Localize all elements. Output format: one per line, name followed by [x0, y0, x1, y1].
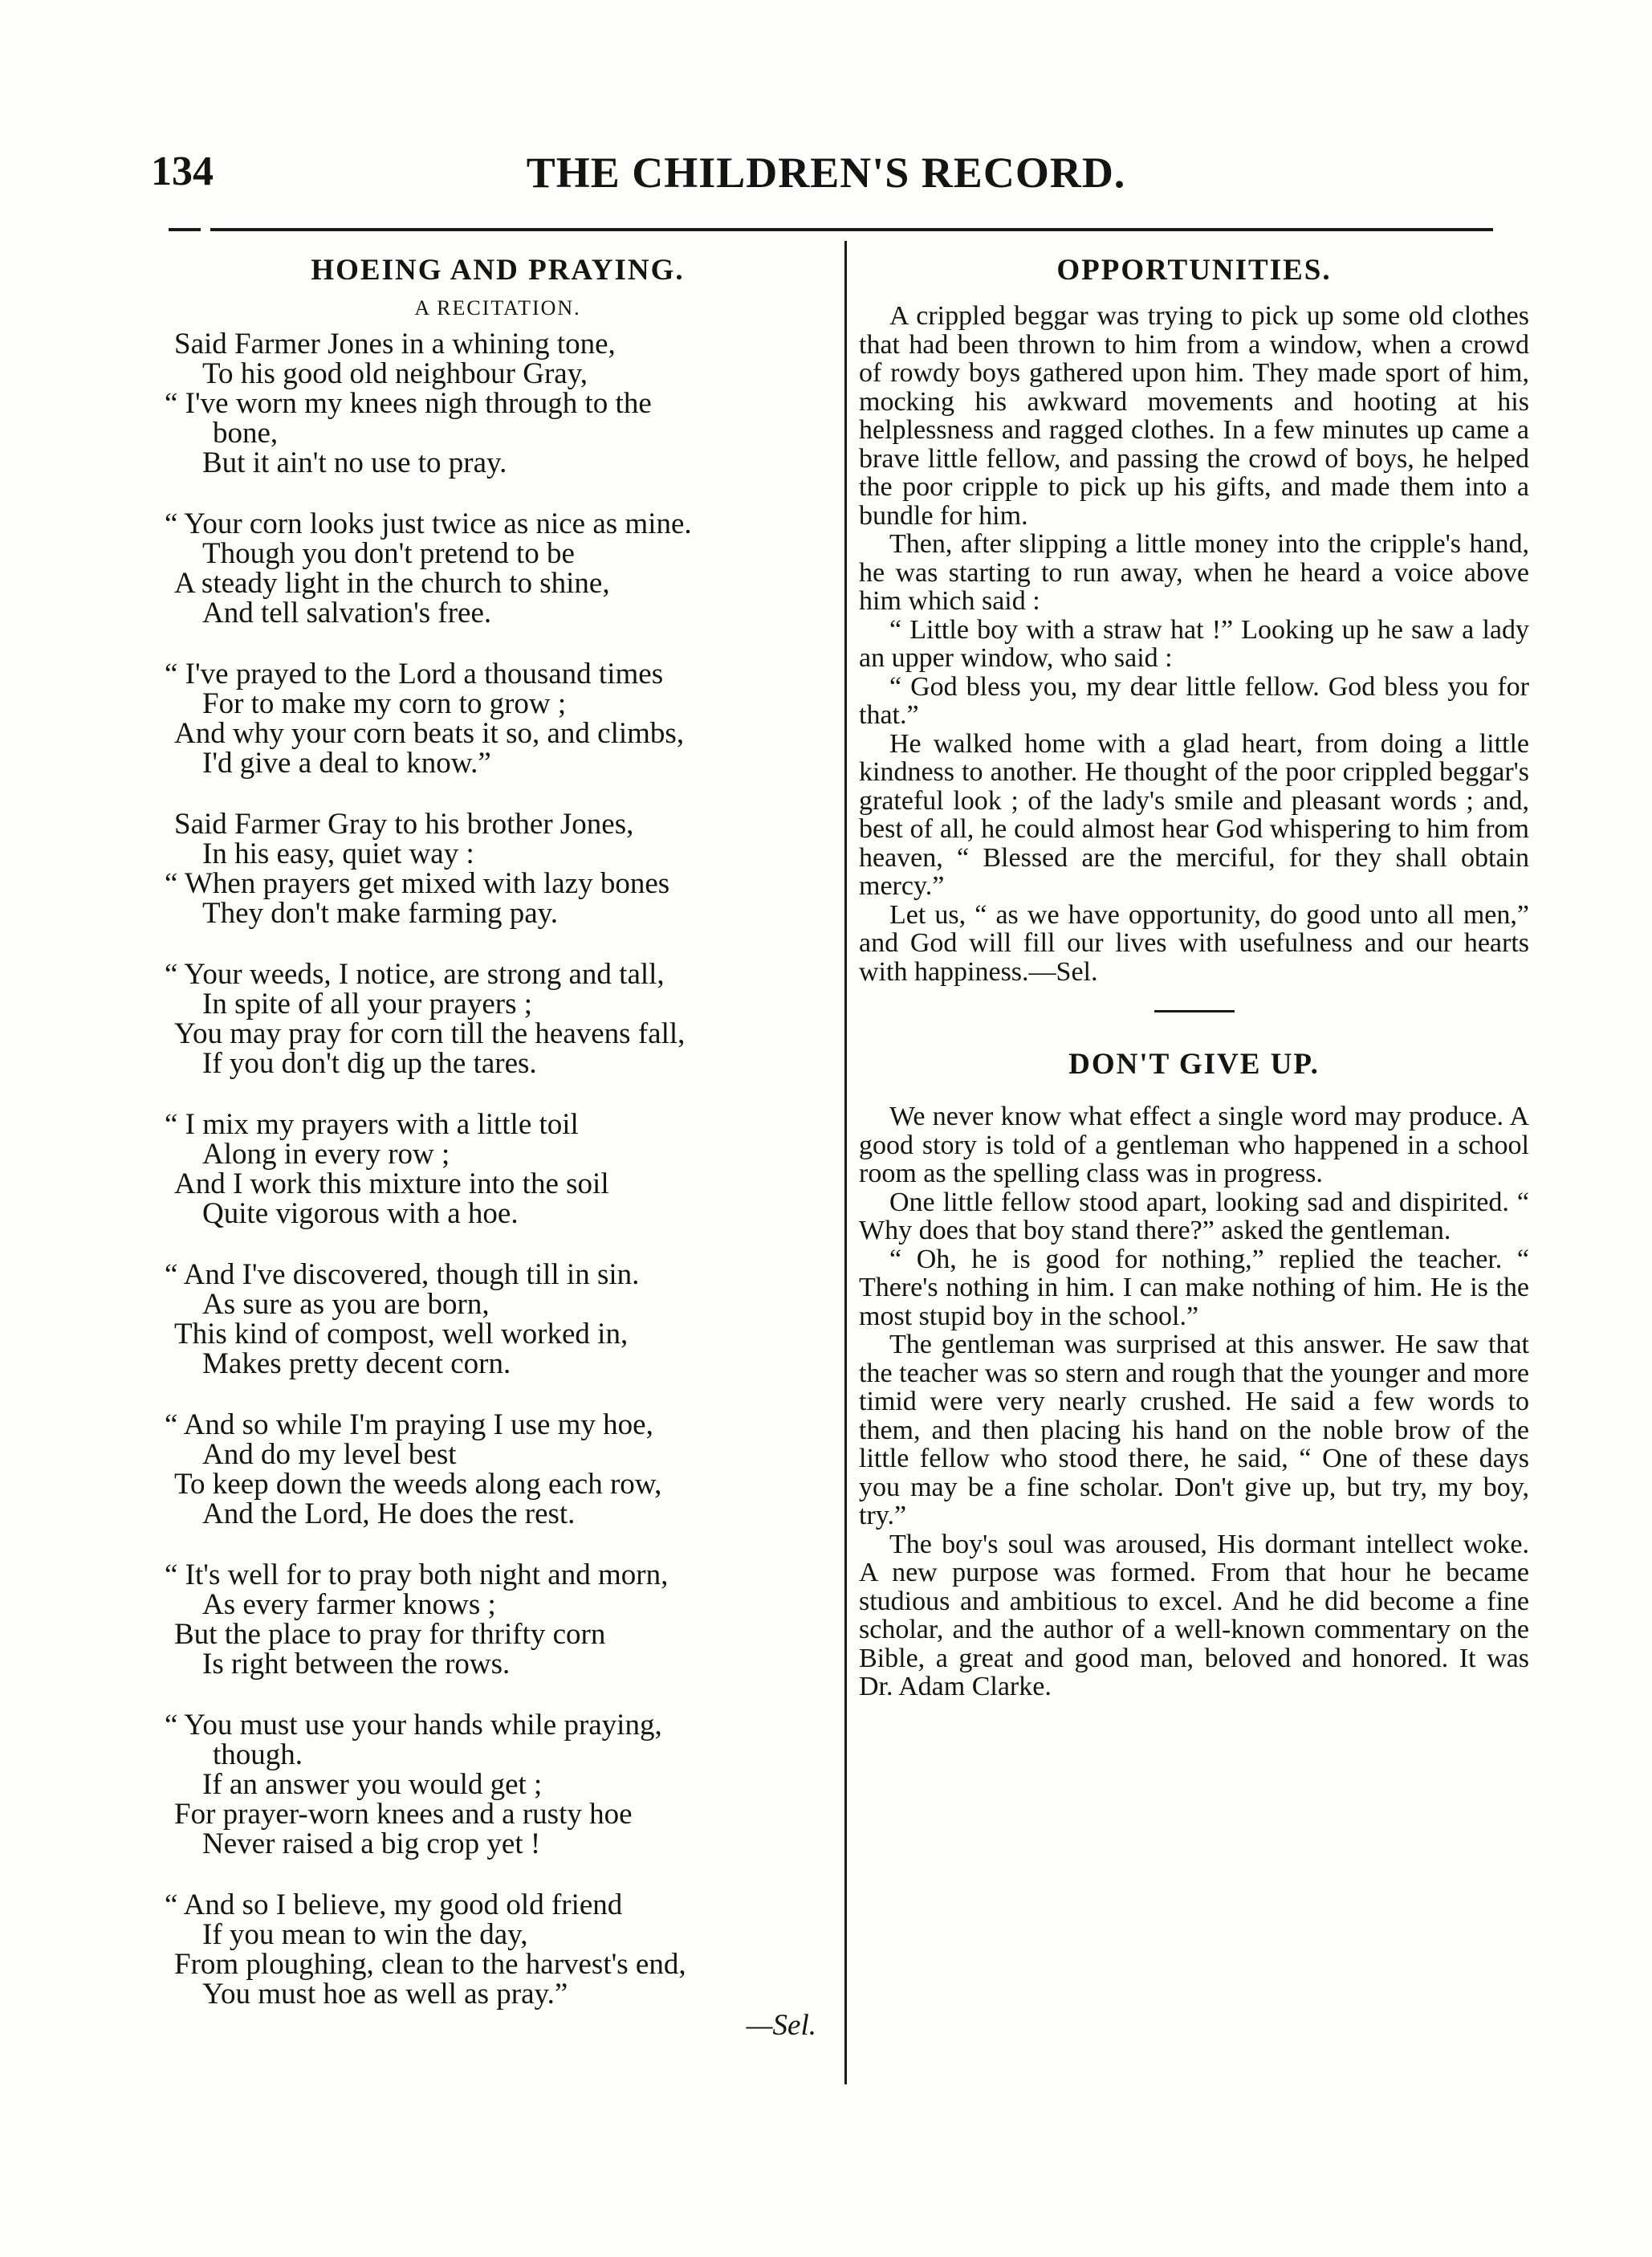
poem-line: As every farmer knows ; — [202, 1588, 496, 1621]
poem-stanza-10 — [165, 1710, 831, 1859]
page-number: 134 — [151, 149, 214, 194]
opportunities-paragraph: Then, after slipping a little money into the cripple's hand, he was starting to run away, when he heard a voice above him which said : — [859, 529, 1529, 616]
header-rule — [210, 228, 1493, 231]
poem-line: And do my level best — [202, 1438, 457, 1471]
opportunities-paragraph: “ Little boy with a straw hat !” Looking up he saw a lady an upper window, who said : — [859, 614, 1529, 673]
poem-line: “ It's well for to pray both night and morn, — [165, 1558, 669, 1591]
poem-line: “ Your corn looks just twice as nice as mine. — [165, 507, 692, 540]
running-head — [151, 148, 1501, 204]
poem-stanza-4 — [165, 809, 831, 928]
poem-line: “ I've worn my knees nigh through to the — [165, 387, 652, 420]
left-column — [165, 251, 831, 2042]
poem-line: Said Farmer Gray to his brother Jones, — [174, 808, 634, 841]
poem-line: Quite vigorous with a hoe. — [202, 1197, 519, 1230]
opportunities-title: OPPORTUNITIES. — [1056, 254, 1332, 287]
poem-line: You may pray for corn till the heavens fall, — [174, 1017, 686, 1050]
poem-title: HOEING AND PRAYING. — [311, 254, 685, 287]
dont-give-up-paragraph: The boy's soul was aroused, His dormant intellect woke. A new purpose was formed. From that hour he became studious and ambitious to excel. And he did become a fine scholar, and the author of a well-known commentary on the Bible, a great and good man, beloved and honored. It was Dr. Adam Clarke. — [859, 1529, 1529, 1701]
poem-line: “ And I've discovered, though till in sin. — [165, 1258, 640, 1291]
poem-stanza-11 — [165, 1890, 831, 2009]
dont-give-up-title: DON'T GIVE UP. — [1068, 1048, 1320, 1081]
poem-line: But it ain't no use to pray. — [202, 446, 507, 479]
opportunities-paragraph: Let us, “ as we have opportunity, do good unto all men,” and God will fill our lives with usefulness and our hearts with happiness.—Sel. — [859, 899, 1529, 987]
poem-line: “ You must use your hands while praying, — [165, 1709, 662, 1742]
poem-line: If an answer you would get ; — [202, 1768, 543, 1801]
dont-give-up-paragraph: One little fellow stood apart, looking sad and dispirited. “ Why does that boy stand there?” asked the gentleman. — [859, 1187, 1529, 1245]
poem-line: Along in every row ; — [202, 1138, 450, 1171]
poem-line: “ I mix my prayers with a little toil — [165, 1108, 579, 1141]
poem-line: “ And so I believe, my good old friend — [165, 1888, 623, 1921]
poem-line: though. — [213, 1738, 303, 1771]
poem-stanza-2 — [165, 509, 831, 628]
column-divider — [844, 241, 847, 2084]
journal-title: THE CHILDREN'S RECORD. — [526, 149, 1126, 197]
opportunities-paragraph: He walked home with a glad heart, from doing a little kindness to another. He thought of the poor crippled beggar's grateful look ; of the lady's smile and pleasant words ; and, best of all, he could almost hear God whispering to him from heaven, “ Blessed are the merciful, for they shall obtain mercy.” — [859, 728, 1529, 901]
poem-line: In his easy, quiet way : — [202, 837, 474, 870]
poem-line: And why your corn beats it so, and climbs, — [174, 717, 685, 750]
section-divider — [1154, 1010, 1235, 1012]
poem-line: I'd give a deal to know.” — [202, 747, 491, 780]
poem-line: “ Your weeds, I notice, are strong and tall, — [165, 958, 665, 991]
poem-stanza-9 — [165, 1560, 831, 1679]
poem-line: Though you don't pretend to be — [202, 537, 575, 570]
poem-line: A steady light in the church to shine, — [174, 567, 610, 600]
poem-stanza-3 — [165, 659, 831, 778]
right-column — [859, 251, 1529, 1701]
poem-line: In spite of all your prayers ; — [202, 988, 532, 1021]
poem-line: Said Farmer Jones in a whining tone, — [174, 328, 616, 361]
poem-line: bone, — [213, 417, 279, 450]
poem-line: If you don't dig up the tares. — [202, 1047, 537, 1080]
poem-line: For prayer-worn knees and a rusty hoe — [174, 1798, 633, 1831]
poem-credit: —Sel. — [746, 2009, 816, 2042]
poem-line: Makes pretty decent corn. — [202, 1347, 511, 1380]
poem-line: And I work this mixture into the soil — [174, 1167, 609, 1200]
poem-line: Is right between the rows. — [202, 1648, 511, 1681]
dont-give-up-paragraph: The gentleman was surprised at this answer. He saw that the teacher was so stern and rough that the younger and more timid were very nearly crushed. He said a few words to them, and then placing his hand on the noble brow of the little fellow who stood there, he said, “ One of these days you may be a fine scholar. Don't give up, but try, my boy, try.” — [859, 1330, 1529, 1530]
poem-line: “ I've prayed to the Lord a thousand times — [165, 658, 664, 691]
opportunities-paragraph: “ God bless you, my dear little fellow. God bless you for that.” — [859, 671, 1529, 730]
header-rule-short — [169, 228, 201, 231]
poem-line: Never raised a big crop yet ! — [202, 1827, 541, 1860]
poem-line: “ And so while I'm praying I use my hoe, — [165, 1408, 653, 1441]
poem-subtitle: A RECITATION. — [414, 296, 581, 320]
poem-line: If you mean to win the day, — [202, 1918, 528, 1951]
poem-line: From ploughing, clean to the harvest's end, — [174, 1948, 686, 1981]
poem-line: And tell salvation's free. — [202, 597, 492, 629]
dont-give-up-paragraph: We never know what effect a single word may produce. A good story is told of a gentleman who happened in a school room as the spelling class was in progress. — [859, 1102, 1529, 1188]
poem-line: “ When prayers get mixed with lazy bones — [165, 867, 670, 900]
poem-line: To his good old neighbour Gray, — [202, 357, 588, 390]
poem-line: For to make my corn to grow ; — [202, 687, 567, 720]
poem-line: This kind of compost, well worked in, — [174, 1318, 629, 1351]
poem-stanza-5 — [165, 959, 831, 1078]
poem-line: To keep down the weeds along each row, — [174, 1468, 662, 1501]
poem-stanza-7 — [165, 1260, 831, 1379]
poem-line: You must hoe as well as pray.” — [202, 1978, 568, 2011]
poem-stanza-6 — [165, 1110, 831, 1228]
dont-give-up-paragraph: “ Oh, he is good for nothing,” replied the teacher. “ There's nothing in him. I can make nothing of him. He is the most stupid boy in the school.” — [859, 1244, 1529, 1331]
poem-line: As sure as you are born, — [202, 1288, 490, 1321]
poem-stanza-8 — [165, 1410, 831, 1529]
poem-stanza-1 — [165, 329, 831, 478]
poem-line: And the Lord, He does the rest. — [202, 1497, 576, 1530]
opportunities-paragraph: A crippled beggar was trying to pick up some old clothes that had been thrown to him from a window, when a crowd of rowdy boys gathered upon him. They made sport of him, mocking his awkward movements and hooting at his helplessness and ragged clothes. In a few minutes up came a brave little fellow, and passing the crowd of boys, he helped the poor cripple to pick up his gifts, and made them into a bundle for him. — [859, 301, 1529, 531]
poem-line: But the place to pray for thrifty corn — [174, 1618, 606, 1651]
poem-line: They don't make farming pay. — [202, 897, 558, 930]
